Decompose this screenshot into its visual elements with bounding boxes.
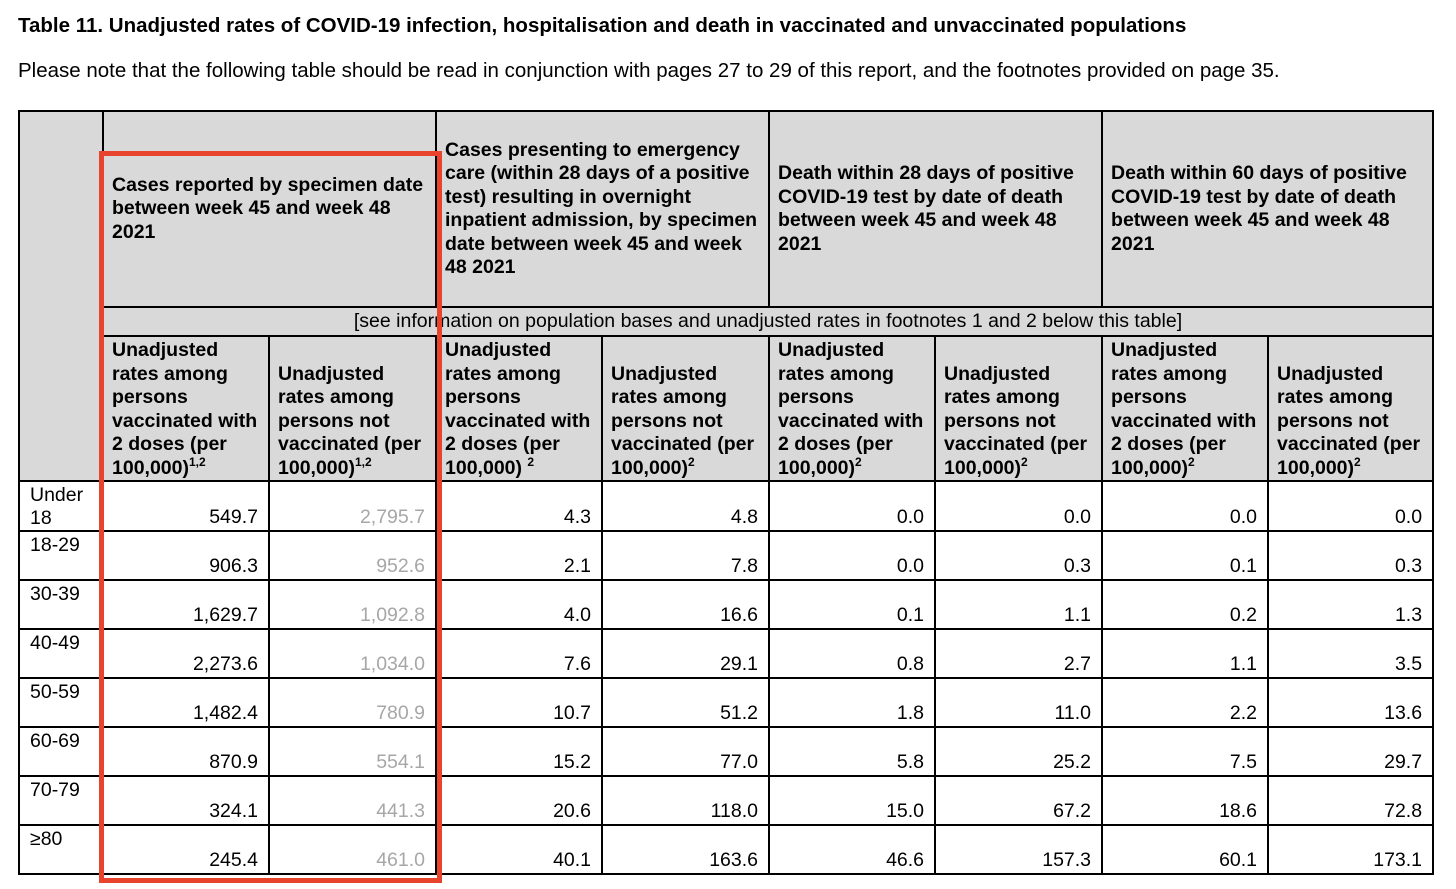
value-cell: 25.2: [935, 727, 1102, 776]
value-cell: 118.0: [602, 776, 769, 825]
subheader-text: Unadjusted rates among persons vaccinated with 2 doses (per 100,000): [778, 339, 924, 479]
value-cell: 7.5: [1102, 727, 1268, 776]
value-cell: 29.1: [602, 629, 769, 678]
footnote-ref: 2: [688, 454, 695, 469]
age-group-cell: Under 18: [19, 481, 103, 531]
value-cell: 60.1: [1102, 825, 1268, 874]
value-cell: 51.2: [602, 678, 769, 727]
value-cell: 4.0: [436, 580, 602, 629]
subheader-cell: [436, 336, 602, 481]
subheader-cell: [103, 336, 269, 481]
value-cell: 0.8: [769, 629, 935, 678]
subheader-cell: [269, 336, 436, 481]
footnote-ref: 2: [1188, 454, 1195, 469]
value-cell: 780.9: [269, 678, 436, 727]
value-cell: 16.6: [602, 580, 769, 629]
table-row: [19, 481, 1433, 531]
value-cell: 13.6: [1268, 678, 1433, 727]
age-group-cell: 40-49: [19, 629, 103, 678]
table-note: Please note that the following table should be read in conjunction with pages 27 to 29 of this report, and the footnotes provided on page 35.: [18, 59, 1280, 82]
value-cell: 1.1: [1102, 629, 1268, 678]
value-cell: 11.0: [935, 678, 1102, 727]
value-cell: 46.6: [769, 825, 935, 874]
value-cell: 7.6: [436, 629, 602, 678]
age-header-cell: [19, 111, 103, 481]
value-cell: 10.7: [436, 678, 602, 727]
value-cell: 0.0: [1268, 481, 1433, 531]
value-cell: 0.0: [935, 481, 1102, 531]
age-group-cell: 30-39: [19, 580, 103, 629]
value-cell: 4.3: [436, 481, 602, 531]
value-cell: 72.8: [1268, 776, 1433, 825]
subheader-cell: [935, 336, 1102, 481]
table-row: [19, 825, 1433, 874]
value-cell: 2,795.7: [269, 481, 436, 531]
value-cell: 0.3: [1268, 531, 1433, 580]
population-note: [see information on population bases and unadjusted rates in footnotes 1 and 2 below this table]: [103, 307, 1433, 336]
value-cell: 29.7: [1268, 727, 1433, 776]
value-cell: 1.1: [935, 580, 1102, 629]
value-cell: 40.1: [436, 825, 602, 874]
footnote-ref: 2: [1021, 454, 1028, 469]
value-cell: 0.0: [769, 531, 935, 580]
value-cell: 3.5: [1268, 629, 1433, 678]
table-row: [19, 629, 1433, 678]
value-cell: 441.3: [269, 776, 436, 825]
value-cell: 15.2: [436, 727, 602, 776]
rates-table: [18, 110, 1434, 875]
value-cell: 549.7: [103, 481, 269, 531]
table-row: [19, 531, 1433, 580]
footnote-ref: 2: [855, 454, 862, 469]
subheader-cell: [769, 336, 935, 481]
value-cell: 4.8: [602, 481, 769, 531]
value-cell: 1,629.7: [103, 580, 269, 629]
value-cell: 163.6: [602, 825, 769, 874]
value-cell: 2.7: [935, 629, 1102, 678]
value-cell: 554.1: [269, 727, 436, 776]
footnote-ref: 1,2: [354, 454, 372, 469]
value-cell: 245.4: [103, 825, 269, 874]
footnote-ref: 1,2: [188, 454, 206, 469]
value-cell: 906.3: [103, 531, 269, 580]
value-cell: 2.1: [436, 531, 602, 580]
value-cell: 1,034.0: [269, 629, 436, 678]
value-cell: 0.0: [1102, 481, 1268, 531]
subheader-text: Unadjusted rates among persons not vaccinated (per 100,000): [278, 362, 422, 479]
value-cell: 1.8: [769, 678, 935, 727]
value-cell: 5.8: [769, 727, 935, 776]
value-cell: 952.6: [269, 531, 436, 580]
age-group-cell: 60-69: [19, 727, 103, 776]
table-title: Table 11. Unadjusted rates of COVID-19 infection, hospitalisation and death in vaccinated and unvaccinated populations: [18, 14, 1187, 37]
value-cell: 173.1: [1268, 825, 1433, 874]
value-cell: 2.2: [1102, 678, 1268, 727]
subheader-text: Unadjusted rates among persons vaccinated with 2 doses (per 100,000): [112, 339, 258, 479]
value-cell: 2,273.6: [103, 629, 269, 678]
value-cell: 461.0: [269, 825, 436, 874]
value-cell: 0.1: [1102, 531, 1268, 580]
value-cell: 15.0: [769, 776, 935, 825]
value-cell: 1.3: [1268, 580, 1433, 629]
value-cell: 67.2: [935, 776, 1102, 825]
value-cell: 1,092.8: [269, 580, 436, 629]
age-group-cell: 50-59: [19, 678, 103, 727]
subheader-cell: [1268, 336, 1433, 481]
group-header-hospitalisation: Cases presenting to emergency care (within 28 days of a positive test) resulting in overnight inpatient admission, by specimen date between week 45 and week 48 2021: [436, 111, 769, 307]
value-cell: 157.3: [935, 825, 1102, 874]
value-cell: 0.3: [935, 531, 1102, 580]
table-row: [19, 727, 1433, 776]
value-cell: 0.2: [1102, 580, 1268, 629]
subheader-text: Unadjusted rates among persons not vaccinated (per 100,000): [944, 362, 1088, 479]
subheader-text: Unadjusted rates among persons vaccinated with 2 doses (per 100,000): [1111, 339, 1257, 479]
value-cell: 1,482.4: [103, 678, 269, 727]
subheader-cell: [1102, 336, 1268, 481]
group-header-death-28: Death within 28 days of positive COVID-19 test by date of death between week 45 and week 48 2021: [769, 111, 1102, 307]
footnote-ref: 2: [527, 454, 535, 469]
value-cell: 0.1: [769, 580, 935, 629]
group-header-death-60: Death within 60 days of positive COVID-19 test by date of death between week 45 and week 48 2021: [1102, 111, 1433, 307]
age-group-cell: ≥80: [19, 825, 103, 874]
subheader-cell: [602, 336, 769, 481]
footnote-ref: 2: [1354, 454, 1361, 469]
group-header-cases: Cases reported by specimen date between week 45 and week 48 2021: [103, 111, 436, 307]
table-row: [19, 678, 1433, 727]
age-group-cell: 18-29: [19, 531, 103, 580]
subheader-text: Unadjusted rates among persons not vaccinated (per 100,000): [1277, 362, 1421, 479]
table-row: [19, 580, 1433, 629]
value-cell: 77.0: [602, 727, 769, 776]
value-cell: 0.0: [769, 481, 935, 531]
value-cell: 7.8: [602, 531, 769, 580]
value-cell: 324.1: [103, 776, 269, 825]
age-group-cell: 70-79: [19, 776, 103, 825]
table-row: [19, 776, 1433, 825]
subheader-text: Unadjusted rates among persons not vaccinated (per 100,000): [611, 362, 755, 479]
value-cell: 18.6: [1102, 776, 1268, 825]
value-cell: 20.6: [436, 776, 602, 825]
value-cell: 870.9: [103, 727, 269, 776]
subheader-text: Unadjusted rates among persons vaccinated with 2 doses (per 100,000): [445, 339, 591, 479]
